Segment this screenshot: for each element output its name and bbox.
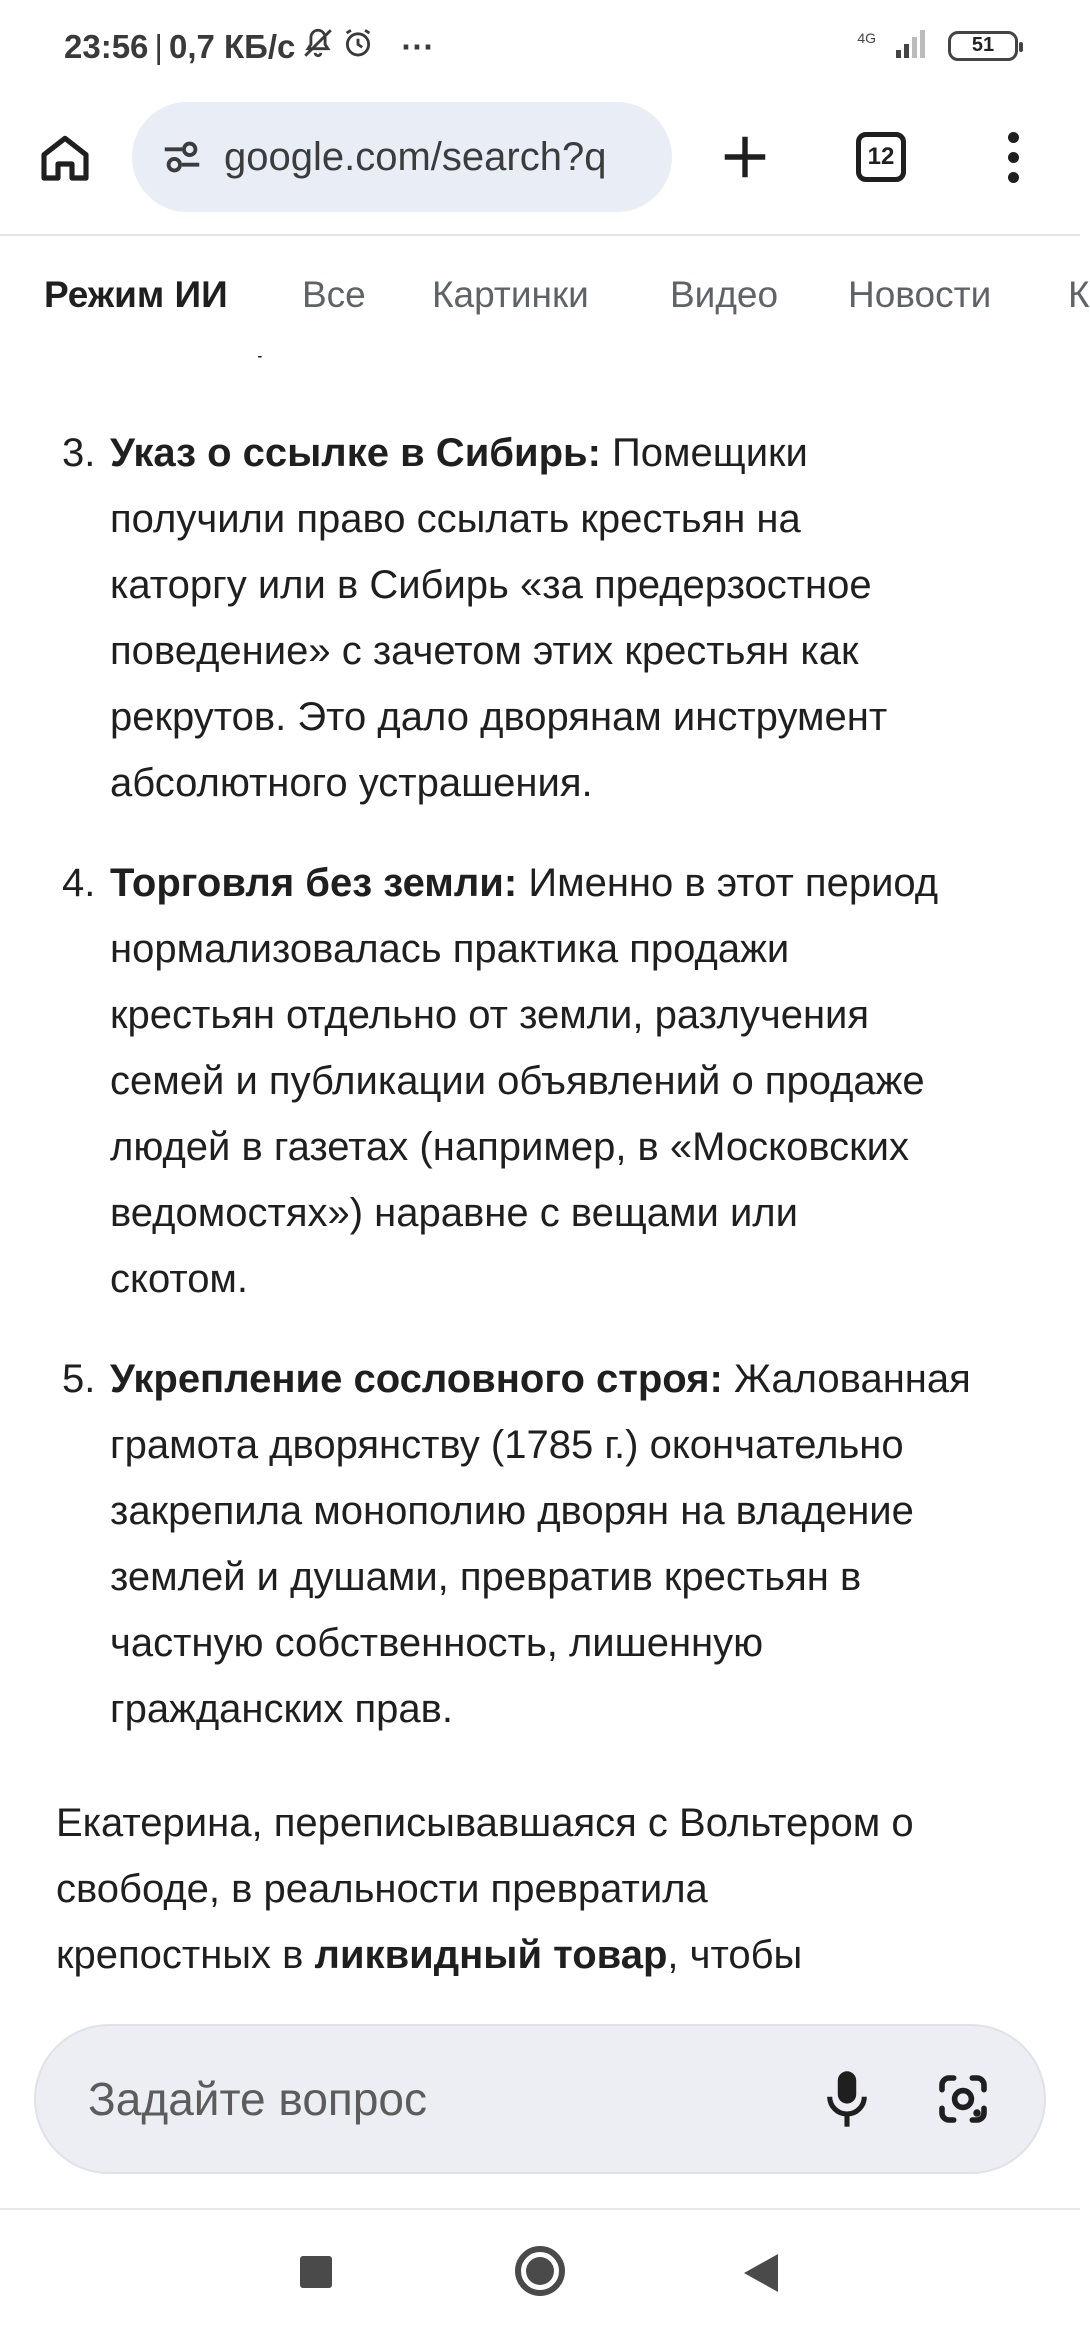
text-line: семей и публикации объявлений о продаже [110,1059,925,1103]
plus-icon [718,130,772,184]
divider [0,2208,1080,2210]
text-line: ведомостях») наравне с вещами или [110,1191,798,1235]
list-heading: Торговля без земли: [110,861,518,905]
text-fragment: , чтобы [667,1933,803,1977]
tab-all[interactable]: Все [302,274,366,315]
text-line: Екатерина, переписывавшаяся с Вольтером о [56,1801,914,1845]
mic-icon [822,2069,872,2129]
google-lens-icon [935,2071,991,2127]
ask-bar [34,2024,1046,2174]
url-text[interactable]: google.com/search?q [224,134,607,179]
text-line: крестьян отдельно от земли, разлучения [110,993,870,1037]
bold-phrase: ликвидный товар [314,1933,668,1977]
tab-ai-mode[interactable]: Режим ИИ [44,274,228,315]
text-line: Именно в этот период [517,861,939,905]
alarm-icon [341,26,375,68]
home-icon [37,129,93,185]
text-line: скотом. [110,1257,249,1301]
ask-input[interactable] [88,2026,788,2172]
tab-images[interactable]: Картинки [432,274,589,315]
status-time: 23:56 [64,28,149,65]
summary-paragraph [56,1790,1036,1988]
text-line: грамота дворянству (1785 г.) окончательно [110,1423,904,1467]
list-number: 4. [62,861,96,905]
text-line [56,1922,1036,1988]
nav-home-icon[interactable] [515,2246,565,2296]
new-tab-button[interactable] [712,124,778,190]
text-line: землей и душами, превратив крестьян в [110,1555,862,1599]
text-line: гражданских прав. [110,1687,453,1731]
system-nav-bar [0,2212,1080,2340]
text-line: Помещики [600,431,808,475]
list-text [110,420,1030,816]
address-bar[interactable] [132,102,672,212]
browser-toolbar [0,100,1080,236]
tab-news[interactable]: Новости [848,274,992,315]
bell-off-icon [301,26,335,68]
status-more: ··· [401,28,435,65]
text-line: закрепила монополию дворян на владение [110,1489,914,1533]
nav-recent-icon[interactable] [300,2256,332,2288]
tab-video[interactable]: Видео [670,274,779,315]
text-line: поведение» с зачетом этих крестьян как [110,629,859,673]
more-vert-icon[interactable] [990,124,1036,190]
text-line: каторгу или в Сибирь «за предерзостное [110,563,872,607]
text-fragment: крепостных в [56,1933,315,1977]
google-lens-button[interactable] [928,2064,998,2134]
network-speed: 0,7 КБ/с [168,28,296,65]
tab-more[interactable]: К [1068,274,1090,315]
text-line: свободе, в реальности превратила [56,1867,708,1911]
text-line: частную собственность, лишенную [110,1621,764,1665]
status-left [64,26,434,68]
tune-icon[interactable] [156,131,208,183]
list-number: 5. [62,1357,96,1401]
mic-button[interactable] [812,2064,882,2134]
status-right [857,28,1018,63]
text-line: нормализовалась практика продажи [110,927,790,971]
text-line: Жалованная [722,1357,971,1401]
status-separator: | [154,28,163,65]
battery-level: 51 [971,34,995,56]
text-line: получили право ссылать крестьян на [110,497,801,541]
battery-icon [948,31,1018,61]
home-button[interactable] [32,124,98,190]
text-line: абсолютного устрашения. [110,761,593,805]
network-type: 4G [857,29,876,46]
list-number: 3. [62,431,96,475]
list-heading: Укрепление сословного строя: [110,1357,723,1401]
search-mode-tabs [0,238,1090,356]
nav-back-icon[interactable] [744,2254,778,2292]
tabs-count: 12 [867,143,895,170]
text-line: рекрутов. Это дало дворянам инструмент [110,695,888,739]
text-line: людей в газетах (например, в «Московских [110,1125,910,1169]
tabs-counter-button[interactable] [856,132,906,182]
status-bar [0,0,1080,100]
signal-icon [894,28,930,63]
list-heading: Указ о ссылке в Сибирь: [110,431,601,475]
ai-answer-content [0,356,1080,2000]
list-text [110,850,1030,1312]
list-text [110,1346,1030,1742]
